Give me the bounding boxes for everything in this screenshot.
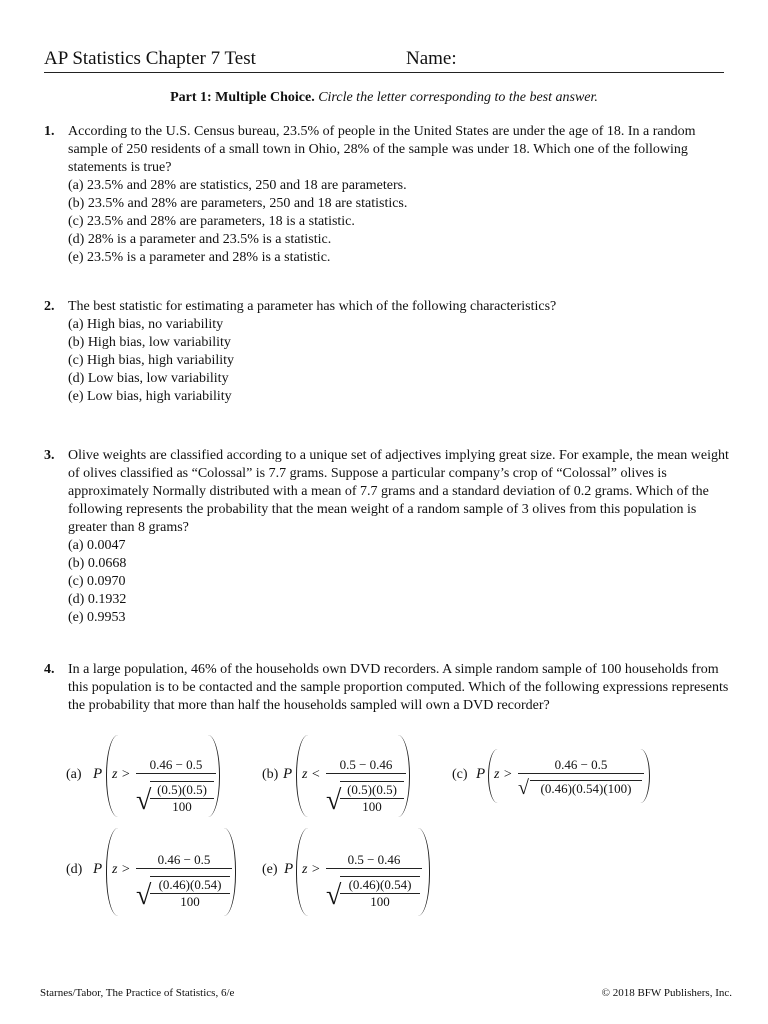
option-label: (e) (262, 862, 278, 877)
question-text: In a large population, 46% of the households own DVD recorders. A simple random sample of 100 households from this population is to be contacted and the sample proportion computed. Which of the following expressions represents the probability that more than half the households sampled will own a DVD recorder? (68, 662, 729, 713)
option-e[interactable] (262, 828, 442, 916)
square-root: √ (0.46)(0.54) 100 (326, 876, 422, 912)
option-label: (b) (262, 767, 279, 782)
square-root: √ (0.46)(0.54)(100) (518, 779, 644, 801)
z-inequality: z < (302, 767, 321, 782)
z-inequality: z > (112, 767, 131, 782)
question-1 (44, 123, 734, 267)
test-title: AP Statistics Chapter 7 Test (44, 48, 256, 69)
probability-symbol: P (93, 766, 103, 782)
z-inequality: z > (494, 767, 513, 782)
question-3 (44, 447, 734, 627)
option-a[interactable]: (a) High bias, no variability (68, 317, 224, 332)
option-d[interactable]: (d) 28% is a parameter and 23.5% is a statistic. (68, 232, 332, 247)
fraction-numerator: 0.5 − 0.46 (326, 852, 422, 869)
question-number: 3. (44, 448, 55, 463)
z-inequality: z > (302, 862, 321, 877)
option-e[interactable]: (e) 23.5% is a parameter and 28% is a statistic. (68, 250, 331, 265)
probability-symbol: P (93, 861, 103, 877)
question-text: Olive weights are classified according to a unique set of adjectives implying great size. For example, the mean weight of olives classified as “Colossal” is 7.7 grams. Suppose a particular company’s crop of “Colossal” olives is approximately Normally distributed with a mean of 7.7 grams and a standard deviation of 0.2 grams. Which of the following represents the probability that the mean weight of a random sample of 3 olives from this population is greater than 8 grams? (68, 448, 729, 535)
question-text: The best statistic for estimating a parameter has which of the following characteristics? (68, 299, 557, 314)
question-number: 1. (44, 124, 55, 139)
fraction-numerator: 0.5 − 0.46 (326, 757, 406, 774)
option-c[interactable]: (c) 23.5% and 28% are parameters, 18 is a statistic. (68, 214, 355, 229)
option-b[interactable]: (b) 0.0668 (68, 556, 127, 571)
question-text: According to the U.S. Census bureau, 23.5% of people in the United States are under the age of 18. In a random sample of 250 residents of a small town in Ohio, 28% of the sample was under 18. Which one of the following statements is true? (68, 124, 696, 175)
option-e[interactable]: (e) 0.9953 (68, 610, 126, 625)
question-2 (44, 298, 734, 406)
option-c[interactable] (452, 745, 652, 805)
question-number: 2. (44, 299, 55, 314)
option-b[interactable]: (b) 23.5% and 28% are parameters, 250 and 18 are statistics. (68, 196, 408, 211)
option-d[interactable] (66, 828, 246, 916)
option-d[interactable]: (d) Low bias, low variability (68, 371, 229, 386)
fraction-numerator: 0.46 − 0.5 (136, 852, 232, 869)
option-c[interactable]: (c) 0.0970 (68, 574, 126, 589)
z-inequality: z > (112, 862, 131, 877)
test-header (44, 48, 724, 73)
part-title: Part 1: Multiple Choice. (170, 90, 315, 105)
option-a[interactable]: (a) 23.5% and 28% are statistics, 250 and 18 are parameters. (68, 178, 407, 193)
part-instructions: Circle the letter corresponding to the best answer. (318, 90, 598, 105)
option-b[interactable]: (b) High bias, low variability (68, 335, 231, 350)
square-root: √ (0.5)(0.5) 100 (136, 781, 216, 817)
option-e[interactable]: (e) Low bias, high variability (68, 389, 232, 404)
option-a[interactable] (66, 735, 236, 817)
fraction-numerator: 0.46 − 0.5 (136, 757, 216, 774)
footer-copyright: © 2018 BFW Publishers, Inc. (601, 987, 732, 999)
option-c[interactable]: (c) High bias, high variability (68, 353, 235, 368)
name-label: Name: (406, 48, 457, 69)
probability-symbol: P (284, 861, 294, 877)
probability-symbol: P (283, 766, 293, 782)
question-number: 4. (44, 662, 55, 677)
option-label: (a) (66, 767, 82, 782)
option-b[interactable] (262, 735, 422, 817)
square-root: √ (0.5)(0.5) 100 (326, 781, 406, 817)
option-label: (d) (66, 862, 83, 877)
footer-source: Starnes/Tabor, The Practice of Statistics, 6/e (40, 987, 235, 999)
part-heading (0, 90, 768, 106)
option-d[interactable]: (d) 0.1932 (68, 592, 127, 607)
option-a[interactable]: (a) 0.0047 (68, 538, 126, 553)
probability-symbol: P (476, 766, 486, 782)
question-4 (44, 661, 734, 715)
fraction-numerator: 0.46 − 0.5 (518, 757, 644, 774)
square-root: √ (0.46)(0.54) 100 (136, 876, 232, 912)
option-label: (c) (452, 767, 468, 782)
